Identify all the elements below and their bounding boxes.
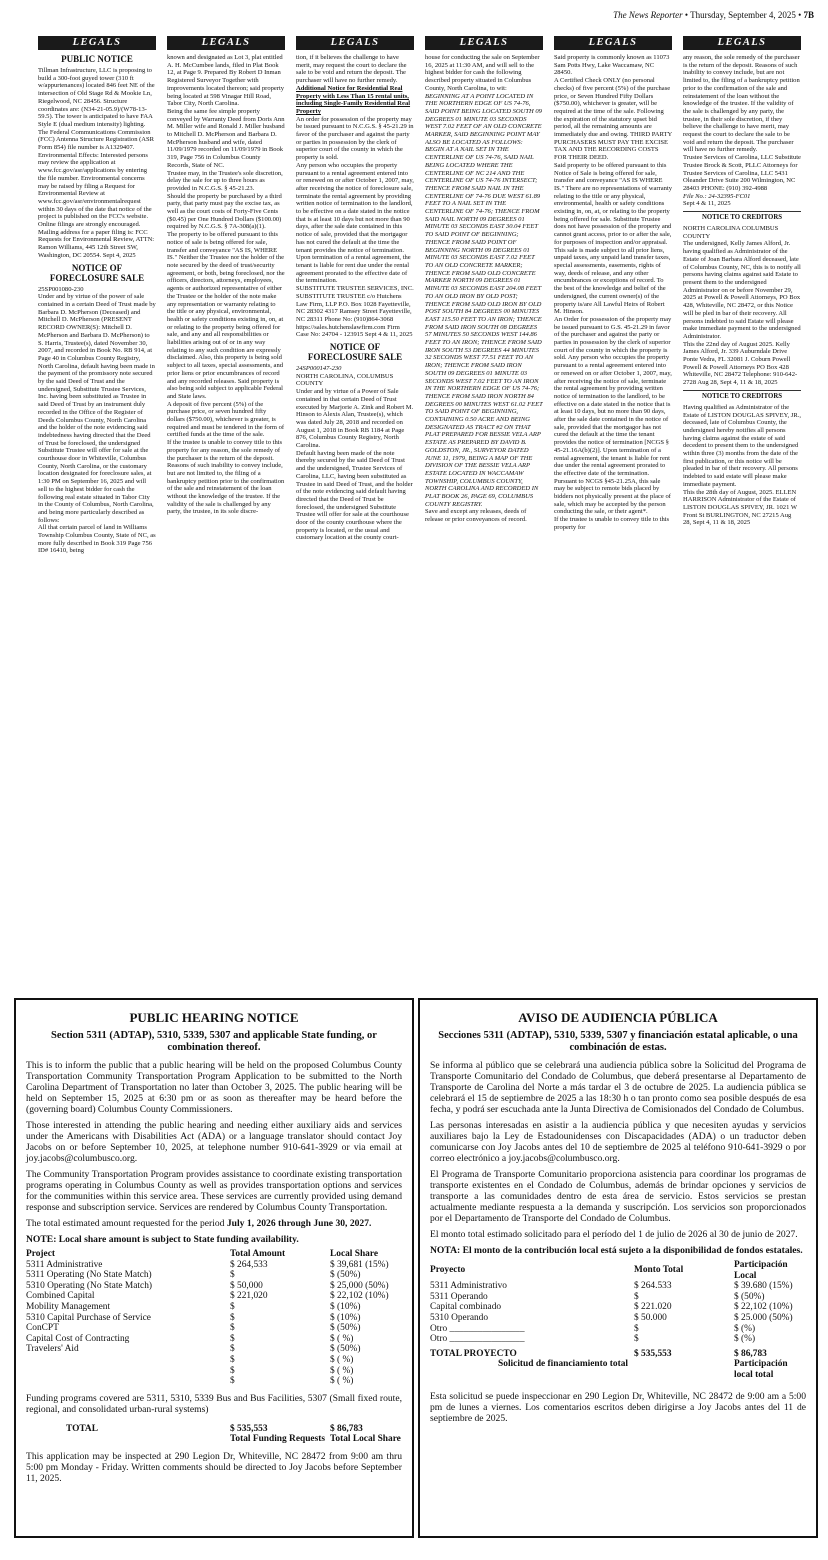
- legals-header: LEGALS: [296, 36, 414, 50]
- table-cell-amount: $: [230, 1301, 235, 1312]
- table-cell-local: $ 22,102 (10%): [734, 1302, 793, 1313]
- column-header: Participación Local: [734, 1260, 788, 1281]
- notice-text: Having qualified as Administrator of the Estate of LISTON DOUGLAS SPIVEY, JR., deceased, late of Columbus County, the undersigned hereby notifies all persons having claims against the estate of said decedent to present them to the undersigned within three (3) months from the date of the first publication, or this notice will be pleaded in bar of their recovery. All persons indebted to said estate will please make immediate payment.: [683, 403, 801, 488]
- table-cell-local: $ ( %): [330, 1365, 354, 1376]
- notice-text: The property to be offered pursuant to this notice of sale is being offered for sale, transfer and conveyance "AS IS, WHERE IS." Neither the Trustee nor the holder of the note secured by the deed of trust/security agreement, or both, being foreclosed, nor the officers, directors, attorneys, employees, agents or authorized representative of either the Trustee or the holder of the note make any representation or warranty relating to the title or any physical, environmental, health or safety conditions existing in, on, at or relating to the property being offered for sale, and any and all responsibilities or liabilities arising out of or in any way relating to any such condition are expressly disclaimed. Also, this property is being sold subject to all taxes, special assessments, and prior liens or prior encumbrances of record and any recorded releases. Said property is also being sold subject to applicable Federal and State laws.: [167, 231, 285, 400]
- issue-date: Thursday, September 4, 2025: [690, 10, 796, 20]
- notice-text: Said property to be offered pursuant to this Notice of Sale is being offered for sale, transfer and conveyance "AS IS WHERE IS." There are no representations of warranty relating to the title or any physical, environmental, health or safety conditions existing in, on, at, or relating to the property being offered for sale. Substitute Trustee does not have possession of the property and cannot grant access, prior to or after the sale, for purposes of inspection and/or appraisal. This sale is made subject to all prior liens, unpaid taxes, any unpaid land transfer taxes, special assessments, easements, rights of way, deeds of release, and any other encumbrances or exceptions of record. To the best of the knowledge and belief of the undersigned, the current owner(s) of the property is/are All Lawful Heirs of Robert M. Hinson.: [554, 161, 672, 316]
- table-row: [26, 1376, 402, 1387]
- notice-paragraph: The Community Transportation Program provides assistance to coordinate existing transportation programs operating in Columbus County as well as provides transportation options and services for the communities within this service area. These services are currently provided using demand response and subscription service. Services are rendered by Columbus County Transportation.: [26, 1169, 402, 1213]
- table-cell-amount: $: [230, 1354, 235, 1365]
- notice-subtitle: Secciones 5311 (ADTAP), 5310, 5339, 5307 y financiación estatal aplicable, o una combinación de estas.: [438, 1030, 798, 1053]
- table-cell-local: $ ( %): [330, 1376, 354, 1387]
- notice-paragraph: Se informa al público que se celebrará una audiencia pública sobre la Solicitud del Programa de Transporte Comunitario del Condado de Columbus, que deberá presentarse al Departamento de Transporte de Carolina del Norte a más tardar el 3 de octubre de 2025. La audiencia pública se celebrará el 15 de septiembre de 2025 a las 18:30 h o tan pronto como sea posible después de esa fecha, y podrá ser escuchada ante la Junta Directiva de Comisionados del Condado de Columbus.: [430, 1060, 806, 1115]
- column-header: Total Amount: [230, 1249, 286, 1259]
- table-cell-project: [26, 1366, 230, 1377]
- notice-heading: NOTICE OF FORECLOSURE SALE: [307, 342, 403, 363]
- notice-text: Trustee Services of Carolina, LLC Substitute Trustee Brock & Scott, PLLC Attorneys for Trustee Services of Carolina, LLC 5431 Oleander Drive Suite 200 Wilmington, NC 28403 PHONE: (910) 392-4988: [683, 154, 801, 192]
- column-header: Proyecto: [430, 1265, 466, 1276]
- table-cell-local: $ 39,681 (15%): [330, 1259, 389, 1270]
- notice-subheading: Additional Notice for Residential Real Property with Less Than 15 rental units, including Single-Family Residential Real Property: [296, 84, 411, 115]
- notice-text: NORTH CAROLINA COLUMBUS COUNTY: [683, 225, 779, 240]
- notice-text: 24SP000147-230: [296, 365, 342, 373]
- notice-paragraph: El Programa de Transporte Comunitario proporciona asistencia para coordinar los programas de transporte existentes en el Condado de Columbus, además de brindar opciones y servicios de transporte a las comunidades dentro de esta área de servicio. Estos servicios se prestan actualmente mediante respuesta a la demanda y suscripción. Los servicios son proporcionados por el Departamento de Transporte del Condado de Columbus.: [430, 1169, 806, 1224]
- notice-text: If the trustee is unable to convey title to this property for: [554, 516, 670, 531]
- table-cell-project: 5311 Administrative: [26, 1259, 103, 1270]
- table-row: [26, 1355, 402, 1366]
- table-row: [430, 1324, 806, 1335]
- table-row: [430, 1292, 806, 1303]
- notice-text: An Order for possession of the property may be issued pursuant to G.S. 45-21.29 in favor of the purchaser and against the party or parties in possession by the clerk of superior court of the county in which the property is sold. Any person who occupies the property pursuant to a rental agreement entered into or renewed on or after October 1, 2007, may, after receiving the notice of sale, terminate the rental agreement by providing written notice of termination to the landlord, to be effective on a date stated in the notice that is at least 10 days, but no more than 90 days, after the sale date contained in the notice of sale, provided that the mortgagor has not cured the default at the time the tenant provides the notice of termination [NCGS § 45-21.16A(b)(2)]. Upon termination of a rental agreement, the tenant is liable for rent due under the rental agreement prorated to the effective date of the termination.: [554, 315, 672, 477]
- total-amount: $ 535,553: [634, 1348, 672, 1359]
- notice-text: Trustee may, in the Trustee's sole discretion, delay the sale for up to three hours as provided in N.C.G.S. § 45-21.23.: [167, 169, 283, 192]
- table-cell-local: $ (50%): [330, 1323, 361, 1334]
- legals-header: LEGALS: [425, 36, 543, 50]
- notice-paragraph: Las personas interesadas en asistir a la audiencia pública y que necesiten ayudas y servicios auxiliares bajo la Ley de Estadounidenses con Discapacidades (ADA) o un traductor deben comunicarse con Joy Jacobs antes del 10 de septiembre de 2025 al teléfono 910-641-3929 o por correo electrónico a joy.jacobs@columbusco.org.: [430, 1120, 806, 1164]
- table-cell-project: Travelers' Aid: [26, 1344, 79, 1355]
- notice-text: NORTH CAROLINA, COLUMBUS COUNTY: [296, 372, 394, 388]
- legals-header: LEGALS: [167, 36, 285, 50]
- table-cell-amount: $: [230, 1344, 235, 1355]
- notice-text: Sept 4 & 11, 2025: [683, 200, 731, 208]
- table-cell-local: $ (50%): [734, 1291, 765, 1302]
- notice-closing: Esta solicitud se puede inspeccionar en 290 Legion Dr, Whiteville, NC 28472 de 9:00 am a 5:00 pm de lunes a viernes. Los comentarios escritos deben dirigirse a Joy Jacobs antes del 11 de septiembre de 2025.: [430, 1390, 806, 1424]
- table-cell-project: 5310 Operando: [430, 1312, 489, 1323]
- notice-text: Default having been made of the note thereby secured by the said Deed of Trust and the undersigned, Trustee Services of Carolina, LLC, having been substituted as Trustee in said Deed of Trust, and the holder of the note evidencing said default having directed that the Deed of Trust be foreclosed, the undersigned Substitute Trustee will offer for sale at the courthouse door of the county courthouse where the property is located, or the usual and customary location at the county court-: [296, 449, 413, 542]
- table-cell-amount: $: [634, 1334, 639, 1345]
- notice-text: Save and except any releases, deeds of release or prior conveyances of record.: [425, 508, 527, 524]
- notice-text: Under and by virtue of the power of sale contained in a certain Deed of Trust made by Barbara D. McPherson (Deceased) and Mitchell D. McPherson (PRESENT RECORD OWNER(S): Mitchell D. McPherson and Barbara D. McPherson) to S. Harris, Trustee(s), dated November 30, 2007, and recorded in Book No. RB 914, at Page 40 in Columbus County Registry, North Carolina, default having been made in the payment of the promissory note secured by the said Deed of Trust and the undersigned, Substitute Trustee Services, Inc. having been substituted as Trustee in said Deed of Trust by an instrument duly recorded in the Office of the Register of Deeds Columbus County, North Carolina and the holder of the note evidencing said indebtedness having directed that the Deed of Trust be foreclosed, the undersigned Substitute Trustee will offer for sale at the courthouse door in Whiteville, Columbus County, North Carolina, or the customary location designated for foreclosure sales, at 1:30 PM on September 16, 2025 and will sell to the highest bidder for cash the following real estate situated in Tabor City in the County of Columbus, North Carolina, and being more particularly described as follows:: [38, 293, 156, 524]
- table-cell-amount: $: [230, 1333, 235, 1344]
- notice-text: If the trustee is unable to convey title to this property for any reason, the sole remedy of the purchaser is the return of the deposit. Reasons of such inability to convey include, but are not limited to, the filing of a bankruptcy petition prior to the confirmation of the sale and reinstatement of the loan without the knowledge of the trustee. If the validity of the sale is challenged by any party, the trustee, in its sole discre-: [167, 439, 285, 516]
- table-cell-project: Mobility Management: [26, 1301, 111, 1312]
- notice-paragraph: El monto total estimado solicitado para el período del 1 de julio de 2026 al 30 de junio de 2027.: [430, 1229, 798, 1240]
- table-row: [26, 1291, 402, 1302]
- table-cell-project: ConCPT: [26, 1323, 59, 1334]
- table-cell-project: [26, 1376, 230, 1387]
- table-cell-amount: $: [634, 1323, 639, 1334]
- notice-text: Said property is commonly known as 11073 Sam Potts Hwy, Lake Waccamaw, NC 28450.: [554, 54, 670, 77]
- notice-text: A Certified Check ONLY (no personal checks) of five percent (5%) of the purchase price, or Seven Hundred Fifty Dollars ($750.00), whichever is greater, will be required at the time of the sale. Following the expiration of the statutory upset bid period, all the remaining amounts are immediately due and owing. THIRD PARTY PURCHASERS MUST PAY THE EXCISE TAX AND THE RECORDING COSTS FOR THEIR DEED.: [554, 77, 672, 162]
- table-row: [26, 1302, 402, 1313]
- table-cell-project: 5310 Operating (No State Match): [26, 1280, 153, 1291]
- legals-column-2: [167, 36, 285, 992]
- table-cell-project: [26, 1355, 230, 1366]
- legals-column-3: [296, 36, 414, 992]
- notice-title: AVISO DE AUDIENCIA PÚBLICA: [518, 1010, 718, 1025]
- notice-text: Tillman Infrastructure, LLC is proposing to build a 300-foot guyed tower (310 ft w/appurtenances) located 846 feet NE of the intersection of Old Stage Rd & Mookie Ln, Riegelwood, NC 28456. Structure coordinates are: (N34-21-05.9)/(W78-13-59.5). The tower is anticipated to have FAA Style E (dual medium intensity) lighting. The Federal Communications Commission (FCC) Antenna Structure Registration (ASR Form 854) file number is A1329407. Environmental Effects: Interested persons may review the application at www.fcc.gov/asr/applications by entering the file number. Environmental concerns may be raised by filing a Request for Environmental Review at www.fcc.gov/asr/environmentalrequest within 30 days of the date that notice of the project is published on the FCC's website. Online filings are strongly encouraged. Mailing address for a paper filing is: FCC Requests for Environmental Review, ATTN: Ramon Williams, 445 12th Street SW, Washington, DC 20554. Sept 4, 2025: [38, 67, 155, 259]
- table-cell-local: $ (%): [734, 1323, 756, 1334]
- notice-text: File No.: 24-32395-FC01: [683, 192, 751, 200]
- notice-title: PUBLIC HEARING NOTICE: [129, 1010, 299, 1025]
- notice-heading: NOTICE TO CREDITORS: [683, 390, 801, 401]
- legals-column-4: [425, 36, 543, 992]
- page-number: 7B: [803, 10, 814, 20]
- table-cell-project: 5311 Administrativo: [430, 1281, 507, 1292]
- public-hearing-notice-spanish: [418, 998, 818, 1538]
- table-row: [26, 1260, 402, 1271]
- notice-text: This the 22nd day of August 2025. Kelly James Alford, Jr. 339 Auburndale Drive Ponte Vedra, FL 32081 J. Coburn Powell Powell & Powell Attorneys PO Box 428 Whiteville, NC 28472 Telephone: 910-642-2728 Aug 28, Sept 4, 11 & 18, 2025: [683, 340, 798, 387]
- notice-text: Any person who occupies the property pursuant to a rental agreement entered into or renewed on or after October 1, 2007, may, after receiving the notice of foreclosure sale, terminate the rental agreement by providing written notice of termination to the landlord, to be effective on a date stated in the notice that is at least 10 days but not more than 90 days, after the sale date contained in this notice of sale, provided that the mortgagor has not cured the default at the time the tenant provides the notice of termination. Upon termination of a rental agreement, the tenant is liable for rent due under the rental agreement prorated to the effective date of the termination.: [296, 161, 414, 285]
- table-cell-amount: $: [634, 1291, 639, 1302]
- table-row: [430, 1302, 806, 1313]
- notice-heading: NOTICE OF FORECLOSURE SALE: [49, 262, 145, 283]
- notice-paragraph: The total estimated amount requested for the period July 1, 2026 through June 30, 2027.: [26, 1218, 372, 1229]
- notice-text: 25SP001080-230: [38, 285, 84, 293]
- table-cell-project: Otro ________________: [430, 1334, 525, 1345]
- table-cell-local: $ (%): [734, 1334, 756, 1345]
- funding-programs-text: Funding programs covered are 5311, 5310, 5339 Bus and Bus Facilities, 5307 (Small fixed route, regional, and consolidated urban-rural systems): [26, 1392, 402, 1415]
- notice-text: The undersigned, Kelly James Alford, Jr. having qualified as Administrator of the Estate of Joan Barbara Alford deceased, late of Columbus County, NC, this is to notify all persons having claims against said Estate to present them to the undersigned Administrator on or before November 29, 2025 at Powell & Powell Attorneys, PO Box 428, Whiteville, NC 28472, or this Notice will be pled in bar of their recovery. All persons indebted to said Estate will please make immediate payment to the undersigned Administrator.: [683, 240, 801, 340]
- legals-columns: [38, 36, 802, 992]
- total-label: TOTAL: [66, 1423, 98, 1434]
- legals-column-5: [554, 36, 672, 992]
- table-row: [430, 1334, 806, 1345]
- notice-text: tion, if it believes the challenge to have merit, may request the court to declare the sale to be void and return the deposit. The purchaser will have no further remedy.: [296, 54, 407, 85]
- table-cell-project: Combined Capital: [26, 1291, 95, 1302]
- notice-text: any reason, the sole remedy of the purchaser is the return of the deposit. Reasons of such inability to convey include, but are not limited to, the filing of a bankruptcy petition prior to the confirmation of the sale and reinstatement of the loan without the knowledge of the trustee. If the validity of the sale is challenged by any party, the trustee, in their sole discretion, if they believe the challenge to have merit, may request the court to declare the sale to be void and return the deposit. The purchaser will have no further remedy.: [683, 54, 800, 154]
- table-cell-project: 5311 Operating (No State Match): [26, 1270, 152, 1281]
- table-cell-local: $ (10%): [330, 1312, 361, 1323]
- table-cell-local: $ 25,000 (50%): [330, 1280, 389, 1291]
- table-cell-local: $ (50%): [330, 1270, 361, 1281]
- totals-table: [430, 1345, 806, 1381]
- table-cell-local: $ ( %): [330, 1354, 354, 1365]
- total-local: $ 86,783: [330, 1423, 363, 1434]
- legals-column-6: [683, 36, 801, 992]
- notice-text: Pursuant to NCGS §45-21.25A, this sale may be subject to remote bids placed by bidders not physically present at the place of sale, which may be accepted by the person conducting the sale, or their agent*.: [554, 477, 671, 516]
- notice-closing: This application may be inspected at 290 Legion Dr, Whiteville, NC 28472 from 9:00 am thru 5:00 pm Monday - Friday. Written comments should be directed to Joy Jacobs before September 11, 2025.: [26, 1450, 402, 1484]
- notice-text: house for conducting the sale on September 16, 2025 at 11:30 AM, and will sell to the highest bidder for cash the following described property situated in Columbus County, North Carolina, to wit:: [425, 54, 540, 92]
- notice-text: Under and by virtue of a Power of Sale contained in that certain Deed of Trust executed by Marjorie A. Zink and Robert M. Hinson to Alexis Alan, Trustee(s), which was dated July 28, 2018 and recorded on August 1, 2018 in Book RB 1184 at Page 876, Columbus County Registry, North Carolina.: [296, 388, 414, 450]
- table-cell-project: Capital combinado: [430, 1302, 502, 1313]
- table-cell-amount: $: [230, 1270, 235, 1281]
- table-row: [26, 1366, 402, 1377]
- total-local-label: Total Local Share: [330, 1434, 401, 1445]
- table-cell-local: $ (10%): [330, 1301, 361, 1312]
- total-amount: $ 535,553: [230, 1423, 268, 1434]
- table-cell-project: 5310 Capital Purchase of Service: [26, 1312, 151, 1323]
- legals-header: LEGALS: [683, 36, 801, 50]
- funding-table: [26, 1249, 402, 1387]
- notice-paragraph: Those interested in attending the public hearing and needing either auxiliary aids and services under the Americans with Disabilities Act (ADA) or a language translator should contact Joy Jacobs on or before September 10, 2025, at telephone number 910-641-3929 or via email at joy.jacobs@columbusco.org.: [26, 1120, 402, 1164]
- notice-text: All that certain parcel of land in Williams Township Columbus County, State of NC, as more fully described in Book 319 Page 756 ID# 16410, being: [38, 524, 156, 555]
- total-requests-label: Total Funding Requests: [230, 1434, 325, 1445]
- total-local-label: Participación local total: [734, 1359, 788, 1380]
- table-row: [430, 1313, 806, 1324]
- table-cell-local: $ 22,102 (10%): [330, 1291, 389, 1302]
- notice-text: An order for possession of the property may be issued pursuant to N.C.G.S. § 45-21.29 in favor of the purchaser and against the party or parties in possession by the clerk of superior court of the county in which the property is sold.: [296, 115, 414, 162]
- notice-heading: NOTICE TO CREDITORS: [683, 211, 801, 222]
- funding-note: NOTA: El monto de la contribución local está sujeto a la disponibilidad de fondos estatales.: [430, 1245, 803, 1256]
- table-cell-amount: $: [230, 1365, 235, 1376]
- notice-text: SUBSTITUTE TRUSTEE SERVICES, INC. SUBSTITUTE TRUSTEE c/o Hutchens Law Firm, LLP P.O. Box 1028 Fayetteville, NC 28302 4317 Ramsey Street Fayetteville, NC 28311 Phone No: (910)864-3068 https://sales.hutchenslawfirm.com Firm Case No: 24704 - 123915 Sept 4 & 11, 2025: [296, 285, 414, 339]
- table-cell-amount: $ 264.533: [634, 1281, 672, 1292]
- legals-column-1: [38, 36, 156, 992]
- table-cell-amount: $: [230, 1376, 235, 1387]
- public-hearing-notice-english: [14, 998, 414, 1538]
- table-cell-amount: $ 50.000: [634, 1312, 667, 1323]
- masthead: The News Reporter • Thursday, September 4, 2025 • 7B: [613, 10, 814, 20]
- column-header: Project: [26, 1249, 55, 1259]
- funding-note: NOTE: Local share amount is subject to State funding availability.: [26, 1234, 299, 1245]
- table-cell-amount: $ 221.020: [634, 1302, 672, 1313]
- notice-text: Should the property be purchased by a third party, that party must pay the excise tax, as well as the court costs of Forty-Five Cents ($0.45) per One Hundred Dollars ($100.00) required by N.C.G.S. § 7A-308(a)(1).: [167, 192, 282, 231]
- table-row: [26, 1334, 402, 1345]
- table-row: [26, 1281, 402, 1292]
- table-cell-amount: $: [230, 1323, 235, 1334]
- table-cell-amount: $ 221,020: [230, 1291, 268, 1302]
- table-row: [26, 1323, 402, 1334]
- table-cell-local: $ ( %): [330, 1333, 354, 1344]
- notice-text: Being the same fee simple property conveyed by Warranty Deed from Doris Ann M. Miller wife and Ronald J. Miller husband to Mitchell D. McPherson and Barbara D. McPherson husband and wife, dated 11/09/1979 recorded on 11/09/1979 in Book 319, Page 756 in Columbus County Records, State of NC.: [167, 107, 285, 169]
- table-row: [26, 1313, 402, 1324]
- notice-text: A deposit of five percent (5%) of the purchase price, or seven hundred fifty dollars ($750.00), whichever is greater, is required and must be tendered in the form of certified funds at the time of the sale.: [167, 400, 285, 439]
- totals-table: [26, 1420, 402, 1445]
- notice-text: BEGINNING AT A POINT LOCATED IN THE NORTHERN EDGE OF US 74-76, SAID POINT BEING LOCATED SOUTH 09 DEGREES 01 MINUTE 03 SECONDS WEST 7.02 FEET OF AN OLD CONCRETE MARKER, SAID BEGINNING POINT MAY ALSO BE LOCATED AS FOLLOWS: BEGIN AT A NAIL SET IN THE CENTERLINE OF US 74-76, SAID NAIL BEING LOCATED WHERE THE CENTERLINE OF NC 214 AND THE CENTERLINE OF US 74-76 INTERSECT; THENCE FROM SAID NAIL IN THE CENTERLINE OF 74-76 DUE WEST 61.89 FEET TO A NAIL SET IN THE CENTERLINE OF 74-76; THENCE FROM SAID NAIL NORTH 09 DEGREES 01 MINUTE 03 SECONDS EAST 30.04 FEET TO SAID POINT OF BEGINNING; THENCE FROM SAID POINT OF BEGINNING NORTH 09 DEGREES 01 MINUTE 03 SECONDS EAST 7.02 FEET TO AN OLD CONCRETE MARKER; THENCE FROM SAID OLD CONCRETE MARKER NORTH 09 DEGREES 01 MINUTE 03 SECONDS EAST 204.08 FEET TO AN OLD IRON BY OLD POST; THENCE FROM SAID OLD IRON BY OLD POST SOUTH 84 DEGREES 00 MINUTES EAST 115.50 FEET TO AN IRON; THENCE FROM SAID IRON SOUTH 08 DEGREES 57 MINUTES 50 SECONDS WEST 144.86 FEET TO AN IRON; THENCE FROM SAID IRON SOUTH 53 DEGREES 44 MINUTES 32 SECONDS WEST 77.51 FEET TO AN IRON; THENCE FROM SAID IRON SOUTH 09 DEGREES 01 MINUTE 03 SECONDS WEST 7.02 FEET TO AN IRON IN THE NORTHERN EDGE OF US 74-76; THENCE FROM SAID IRON NORTH 84 DEGREES 00 MINUTES WEST 61.02 FEET TO SAID POINT OF BEGINNING, CONTAINING 0.50 ACRE AND BEING DESIGNATED AS TRACT #2 ON THAT PLAT PREPARED FOR BESSIE VELA ARP ESTATE AS PREPARED BY DAVID B. GOLDSTON, JR., SURVEYOR DATED JUNE 11, 1979, BEING A MAP OF THE DIVISION OF THE BESSIE VELA ARP ESTATE LOCATED IN WACCAMAW TOWNSHIP, COLUMBUS COUNTY, NORTH CAROLINA AND RECORDED IN PLAT BOOK 26, PAGE 69, COLUMBUS COUNTY REGISTRY.: [425, 92, 543, 508]
- legals-header: LEGALS: [38, 36, 156, 50]
- notice-paragraph: This is to inform the public that a public hearing will be held on the proposed Columbus County Transportation Community Transportation Program Application to be submitted to the North Carolina Department of Transportation no later than October 3, 2025. The public hearing will be held on September 15, 2025 at 6:30 pm or as soon as thereafter may be heard before the (governing board) Columbus County Commissioners.: [26, 1060, 402, 1115]
- newspaper-name: The News Reporter: [613, 10, 683, 20]
- legals-header: LEGALS: [554, 36, 672, 50]
- table-cell-local: $ 39.680 (15%): [734, 1281, 793, 1292]
- table-cell-local: $ 25.000 (50%): [734, 1312, 793, 1323]
- funding-table: [430, 1260, 806, 1345]
- table-cell-project: Otro ________________: [430, 1323, 525, 1334]
- total-requests-label: Solicitud de financiamiento total: [498, 1359, 628, 1370]
- notice-text: This the 28th day of August, 2025. ELLEN HARRISON Administrator of the Estate of LISTON DOUGLAS SPIVEY, JR. 1021 W Front St BURLINGTON, NC 27215 Aug 28, Sept 4, 11 & 18, 2025: [683, 488, 797, 527]
- table-cell-amount: $ 264,533: [230, 1259, 268, 1270]
- notice-subtitle: Section 5311 (ADTAP), 5310, 5339, 5307 and applicable State funding, or combination thereof.: [51, 1030, 377, 1053]
- total-local: $ 86,783: [734, 1348, 767, 1359]
- column-header: Local Share: [330, 1249, 379, 1259]
- notice-text: known and designated as Lot 3, plat entitled A. H. McCumbee lands, filed in Plat Book 12, at Page 9. Prepared By Robert D Inman Registered Surveyor Together with improvements located thereon; said property being located at 598 Vinagar Hill Road, Tabor City, North Carolina.: [167, 54, 285, 108]
- table-row: [26, 1270, 402, 1281]
- total-label: TOTAL PROYECTO: [430, 1348, 517, 1359]
- table-cell-project: 5311 Operando: [430, 1291, 488, 1302]
- table-row: [430, 1281, 806, 1292]
- notice-heading: PUBLIC NOTICE: [61, 54, 133, 64]
- column-header: Monto Total: [634, 1265, 684, 1276]
- table-row: [26, 1344, 402, 1355]
- table-cell-local: $ (50%): [330, 1344, 361, 1355]
- table-cell-project: Capital Cost of Contracting: [26, 1333, 130, 1344]
- table-cell-amount: $ 50,000: [230, 1280, 263, 1291]
- table-cell-amount: $: [230, 1312, 235, 1323]
